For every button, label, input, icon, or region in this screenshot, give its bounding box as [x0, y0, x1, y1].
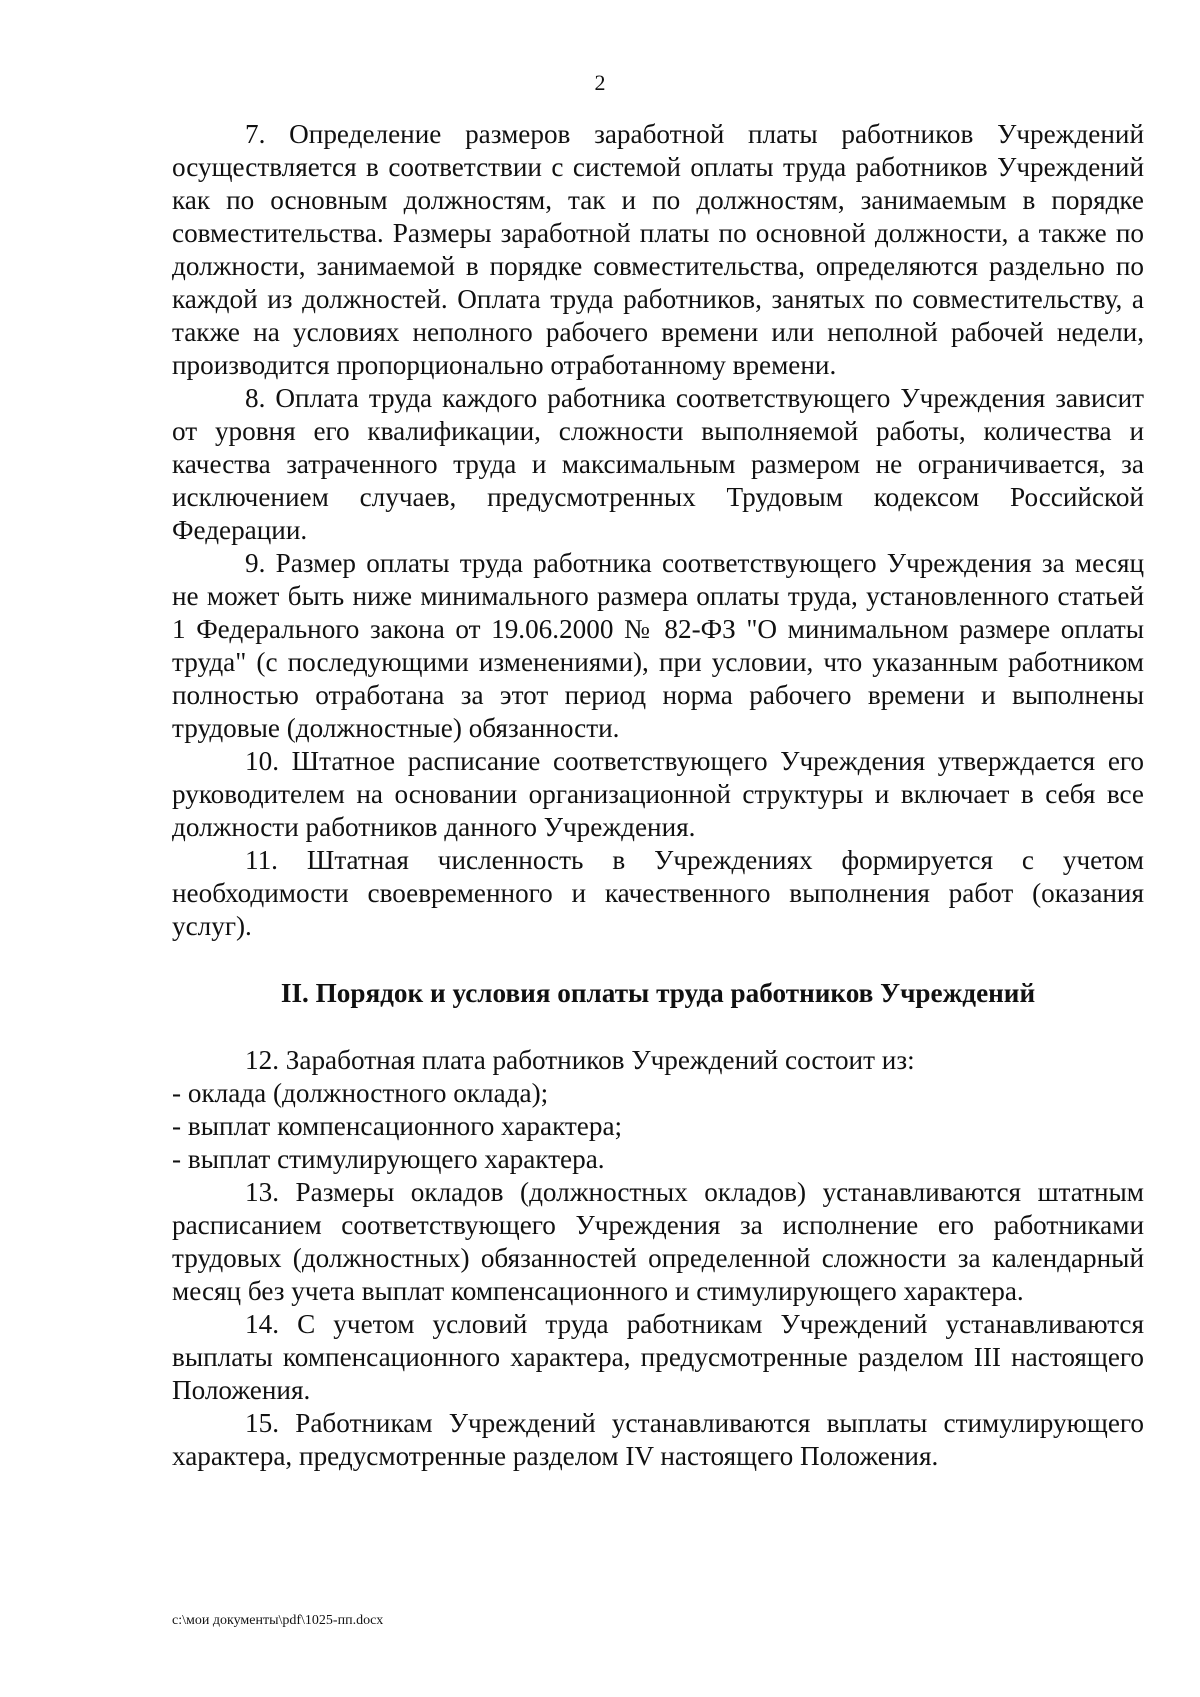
paragraph-8: 8. Оплата труда каждого работника соответствующего Учреждения зависит от уровня его квалификации, сложности выполняемой работы, количества и качества затраченного труда и максимальным размером не ограничивается, за исключением случаев, предусмотренных Трудовым кодексом Российской Федерации. — [172, 383, 1144, 545]
section-heading: II. Порядок и условия оплаты труда работников Учреждений — [280, 978, 1036, 1008]
paragraph-13: 13. Размеры окладов (должностных окладов) устанавливаются штатным расписанием соответствующего Учреждения за исполнение его работниками трудовых (должностных) обязанностей определенной сложности за календарный месяц без учета выплат компенсационного и стимулирующего характера. — [172, 1177, 1144, 1306]
paragraph-7: 7. Определение размеров заработной платы работников Учреждений осуществляется в соответствии с системой оплаты труда работников Учреждений как по основным должностям, так и по должностям, занимаемым в порядке совместительства. Размеры заработной платы по основной должности, а также по должности, занимаемой в порядке совместительства, определяются раздельно по каждой из должностей. Оплата труда работников, занятых по совместительству, а также на условиях неполного рабочего времени или неполной рабочей недели, производится пропорционально отработанному времени. — [172, 119, 1144, 380]
page-number: 2 — [594, 70, 606, 95]
paragraph-11: 11. Штатная численность в Учреждениях формируется с учетом необходимости своевременного и качественного выполнения работ (оказания услуг). — [172, 845, 1144, 941]
paragraph-10: 10. Штатное расписание соответствующего Учреждения утверждается его руководителем на основании организационной структуры и включает в себя все должности работников данного Учреждения. — [172, 746, 1144, 842]
list-item: - выплат компенсационного характера; — [172, 1111, 623, 1141]
list-item: - выплат стимулирующего характера. — [172, 1144, 605, 1174]
document-body — [172, 118, 1144, 1473]
paragraph-12-intro: 12. Заработная плата работников Учреждений состоит из: — [245, 1045, 915, 1075]
paragraph-14: 14. С учетом условий труда работникам Учреждений устанавливаются выплаты компенсационного характера, предусмотренные разделом III настоящего Положения. — [172, 1309, 1144, 1405]
file-path-footer: c:\мои документы\pdf\1025-пп.docx — [172, 1613, 384, 1628]
list-item: - оклада (должностного оклада); — [172, 1078, 549, 1108]
paragraph-9: 9. Размер оплаты труда работника соответствующего Учреждения за месяц не может быть ниже минимального размера оплаты труда, установленного статьей 1 Федерального закона от 19.06.2000 № 82-ФЗ "О минимальном размере оплаты труда" (с последующими изменениями), при условии, что указанным работником полностью отработана за этот период норма рабочего времени и выполнены трудовые (должностные) обязанности. — [172, 548, 1144, 743]
paragraph-15: 15. Работникам Учреждений устанавливаются выплаты стимулирующего характера, предусмотренные разделом IV настоящего Положения. — [172, 1408, 1144, 1471]
